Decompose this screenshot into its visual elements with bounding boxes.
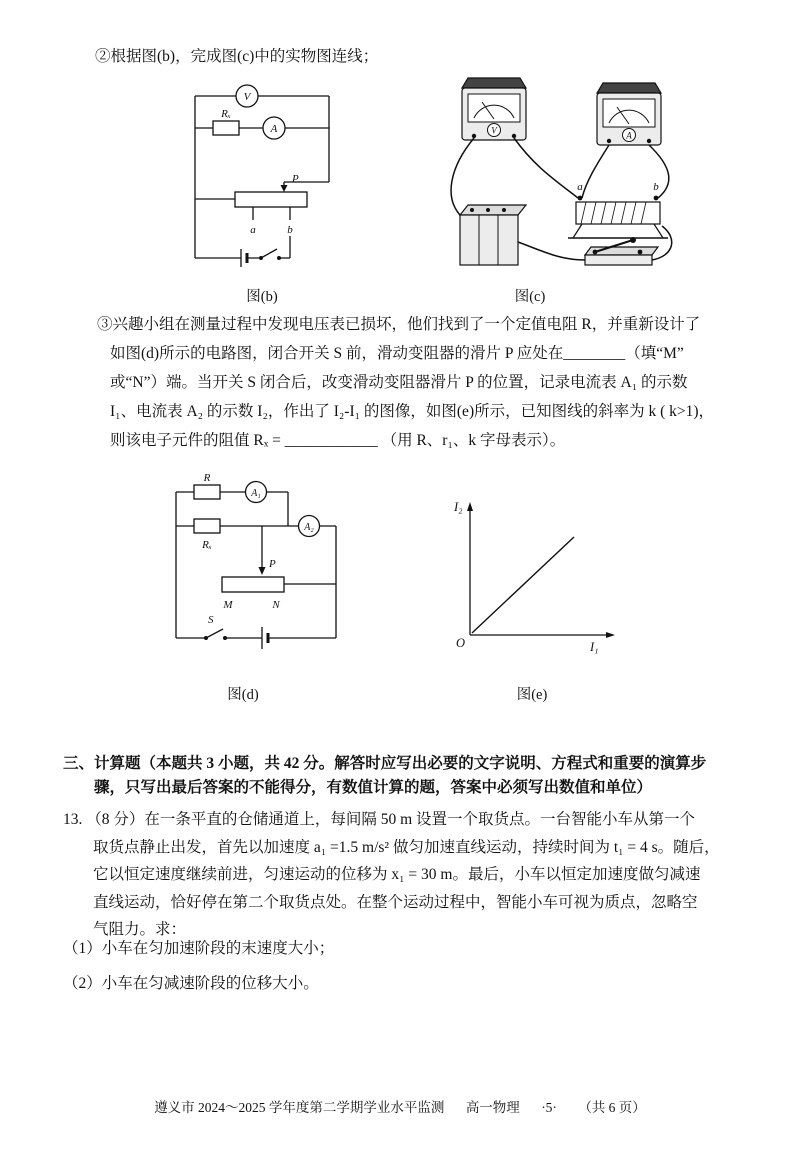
item2-text: ②根据图(b)，完成图(c)中的实物图连线； [95, 48, 379, 65]
item3-line-3: 或“N”）端。当开关 S 闭合后，改变滑动变阻器滑片 P 的位置，记录电流表 A₁ 的示数 [110, 374, 688, 391]
rx-resistor-symbol [194, 519, 220, 533]
ammeter-instrument [597, 83, 661, 145]
fig-e-caption: 图(e) [516, 687, 548, 703]
section3-header [63, 752, 706, 800]
x-axis-label: I₁ [590, 640, 599, 654]
rx-label: Rₓ [202, 539, 212, 551]
meter-terminal [472, 134, 476, 138]
problem13-question-2: （2）小车在匀减速阶段的位移大小。 [63, 975, 319, 992]
item3-line-5: 则该电子元件的阻值 Rₓ = ____________ （用 R、r₁、k 字母表示）。 [110, 432, 566, 449]
problem13-line-1: 13. （8 分）在一条平直的仓储通道上，每间隔 50 m 设置一个取货点。一台智能小车从第一个 [63, 811, 696, 828]
section3-line-1: 三、计算题（本题共 3 小题，共 42 分。解答时应写出必要的文字说明、方程式和重要的演算步 [63, 755, 707, 772]
fig-e-graph [452, 497, 627, 655]
terminal-m-label: M [223, 599, 233, 611]
fig-d-circuit-diagram [166, 470, 351, 670]
fig-d-caption: 图(d) [227, 687, 259, 703]
battery-terminal [502, 208, 506, 212]
y-axis-arrow [467, 502, 473, 511]
slider-p-label: P [269, 558, 276, 570]
switch-lever [206, 629, 223, 638]
footer-page-number: ·5· [541, 1100, 557, 1115]
origin-label: O [456, 636, 466, 650]
switch-contact [277, 256, 281, 260]
terminal-a-label: a [250, 224, 256, 236]
section3-line-2: 骤，只写出最后答案的不能得分，有数值计算的题，答案中必须写出数值和单位） [94, 779, 653, 796]
problem13-line-3: 它以恒定速度继续前进，匀速运动的位移为 x₁ = 30 m。最后，小车以恒定加速度做匀减速 [93, 866, 701, 883]
item3-paragraph [97, 310, 714, 455]
problem13-paragraph [63, 806, 720, 944]
r-resistor-symbol [194, 485, 220, 499]
rheostat-symbol [222, 577, 284, 592]
problem13-line-5: 气阻力。求： [93, 921, 187, 938]
footer-total-pages: （共 6 页） [578, 1100, 646, 1115]
ammeter-face-label: A [626, 130, 632, 141]
fig-c-caption: 图(c) [514, 289, 546, 305]
page-footer [0, 1096, 800, 1116]
data-line [472, 537, 574, 633]
slider-p-label: P [292, 173, 299, 185]
rheostat-symbol [235, 192, 307, 207]
rheostat-terminal-a-label: a [577, 181, 583, 193]
y-axis-label: I₂ [454, 500, 463, 514]
problem13-line-4: 直线运动，恰好停在第二个取货点处。在整个运动过程中，智能小车可视为质点，忽略空 [93, 893, 698, 911]
voltmeter-instrument [462, 78, 526, 140]
item3-line-2: 如图(d)所示的电路图，闭合开关 S 前，滑动变阻器的滑片 P 应处在________（填“M” [110, 345, 684, 362]
rx-resistor-symbol [213, 121, 239, 135]
meter-terminal [512, 134, 516, 138]
voltmeter-label: V [243, 91, 251, 103]
switch-s-label: S [208, 614, 214, 626]
switch-instrument [585, 237, 658, 265]
terminal-n-label: N [272, 599, 280, 611]
battery-terminal [470, 208, 474, 212]
switch-contact [223, 636, 227, 640]
battery-pack [460, 205, 526, 265]
switch-knob [630, 237, 636, 243]
meter-terminal [607, 139, 611, 143]
item3-line-1: ③兴趣小组在测量过程中发现电压表已损坏，他们找到了一个定值电阻 R，并重新设计了 [97, 316, 701, 333]
switch-contact [638, 250, 643, 255]
voltmeter-face-label: V [491, 125, 497, 136]
ammeter-label: A [270, 123, 278, 135]
problem13-question-1: （1）小车在匀加速阶段的末速度大小； [63, 940, 335, 957]
rheostat-instrument [568, 181, 668, 238]
rheostat-terminal [654, 196, 659, 201]
rheostat-terminal-b-label: b [653, 181, 659, 193]
meter-terminal [647, 139, 651, 143]
x-axis-arrow [606, 632, 615, 638]
item3-line-4: I₁、电流表 A₂ 的示数 I₂，作出了 I₂-I₁ 的图像，如图(e)所示，已知图线的斜率为 k ( k>1)， [110, 403, 715, 420]
fig-b-caption: 图(b) [246, 289, 278, 305]
ammeter1-label: A₁ [251, 488, 261, 499]
ammeter2-label: A₂ [304, 522, 314, 533]
fig-b-circuit-diagram [187, 82, 337, 282]
fig-c-pictorial-diagram [430, 72, 690, 277]
footer-exam-title: 遵义市 2024～2025 学年度第二学期学业水平监测 [154, 1100, 445, 1115]
battery-terminal [486, 208, 490, 212]
switch-lever [261, 249, 277, 258]
slider-arrow [259, 567, 266, 575]
rx-label: Rₓ [221, 108, 231, 120]
terminal-b-label: b [287, 224, 293, 236]
r-label: R [203, 472, 211, 484]
footer-subject: 高一物理 [465, 1100, 520, 1115]
slider-arrow [281, 185, 288, 192]
problem13-line-2: 取货点静止出发，首先以加速度 a₁ =1.5 m/s² 做匀加速直线运动，持续时间为 t₁ = 4 s。随后， [93, 838, 720, 856]
